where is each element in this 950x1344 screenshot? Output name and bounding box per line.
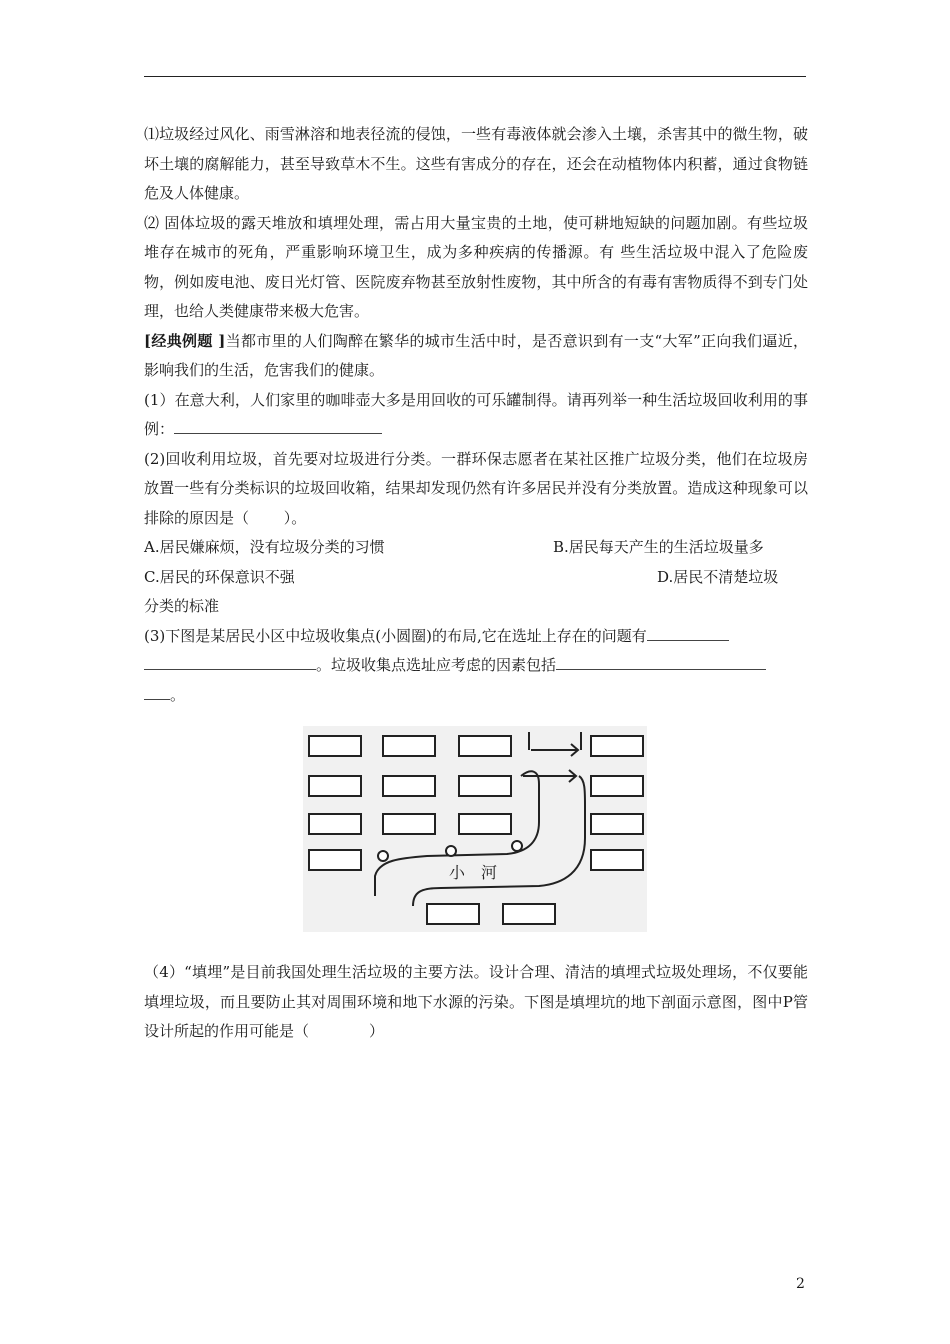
building-block xyxy=(459,736,511,756)
building-block xyxy=(309,814,361,834)
main-content xyxy=(144,120,808,710)
example-intro xyxy=(144,327,808,386)
option-a[interactable]: A.居民嫌麻烦，没有垃圾分类的习惯 xyxy=(144,538,385,556)
option-d[interactable]: D.居民不清楚垃圾 xyxy=(657,567,779,586)
community-layout-map xyxy=(303,726,647,932)
building-block xyxy=(459,814,511,834)
building-block xyxy=(503,904,555,924)
question-3-blank-1a[interactable] xyxy=(647,622,729,641)
option-d-continued: 分类的标准 xyxy=(144,597,220,615)
question-3-blank-2a[interactable] xyxy=(556,651,766,670)
building-block xyxy=(591,736,643,756)
question-3-blank-2b[interactable] xyxy=(144,681,170,700)
question-2-options-row-1 xyxy=(144,533,808,563)
page-number: 2 xyxy=(796,1276,805,1292)
building-block xyxy=(591,814,643,834)
question-3-text-end: 。 xyxy=(170,685,186,704)
building-block xyxy=(309,850,361,870)
building-block xyxy=(383,736,435,756)
building-block xyxy=(309,776,361,796)
building-block xyxy=(383,776,435,796)
question-3-text-b: 。垃圾收集点选址应考虑的因素包括 xyxy=(316,656,557,674)
option-c[interactable]: C.居民的环保意识不强 xyxy=(144,567,295,586)
garbage-collection-point xyxy=(446,846,456,856)
river-label: 小 河 xyxy=(449,863,498,882)
example-label: [经典例题 ] xyxy=(144,331,226,350)
question-3-text-a: (3)下图是某居民小区中垃圾收集点(小圆圈)的布局,它在选址上存在的问题有 xyxy=(144,626,647,645)
building-block xyxy=(591,850,643,870)
garbage-collection-point xyxy=(378,851,388,861)
question-3-line-1 xyxy=(144,622,808,652)
building-block xyxy=(427,904,479,924)
question-2-options-row-2 xyxy=(144,563,808,593)
building-block xyxy=(383,814,435,834)
building-block xyxy=(591,776,643,796)
option-b[interactable]: B.居民每天产生的生活垃圾量多 xyxy=(553,538,764,556)
header-rule xyxy=(144,76,806,77)
paragraph-land-occupation: ⑵ 固体垃圾的露天堆放和填埋处理，需占用大量宝贵的土地，使可耕地短缺的问题加剧。有些垃圾堆存在城市的死角，严重影响环境卫生，成为多种疾病的传播源。有 些生活垃圾中混入了危险废物，例如废电池、废日光灯管、医院废弃物甚至放射性废物，其中所含的有毒有害物质得不到专门处理，也给人类健康带来极大危害。 xyxy=(144,213,808,320)
question-1 xyxy=(144,386,808,445)
building-block xyxy=(459,776,511,796)
example-intro-text: 当都市里的人们陶醉在繁华的城市生活中时，是否意识到有一支“大军”正向我们逼近，影响我们的生活，危害我们的健康。 xyxy=(144,331,809,379)
question-2: (2)回收利用垃圾，首先要对垃圾进行分类。一群环保志愿者在某社区推广垃圾分类，他们在垃圾房放置一些有分类标识的垃圾回收箱，结果却发现仍然有许多居民并没有分类放置。造成这种现象可以排除的原因是（ ）。 xyxy=(144,449,808,527)
question-3-line-3 xyxy=(144,681,808,711)
question-1-text: (1）在意大利，人们家里的咖啡壶大多是用回收的可乐罐制得。请再列举一种生活垃圾回收利用的事例： xyxy=(144,390,808,438)
building-block xyxy=(309,736,361,756)
question-4-block xyxy=(144,958,808,1047)
question-4: （4）“填埋”是目前我国处理生活垃圾的主要方法。设计合理、清洁的填埋式垃圾处理场，不仅要能填埋垃圾，而且要防止其对周围环境和地下水源的污染。下图是填埋坑的地下剖面示意图，图中P管设计所起的作用可能是（ ） xyxy=(144,963,808,1040)
garbage-collection-point xyxy=(512,841,522,851)
question-3-line-2 xyxy=(144,651,808,681)
question-3-blank-1b[interactable] xyxy=(144,651,316,670)
paragraph-soil-pollution: ⑴垃圾经过风化、雨雪淋溶和地表径流的侵蚀，一些有毒液体就会渗入土壤，杀害其中的微生物，破坏土壤的腐解能力，甚至导致草木不生。这些有害成分的存在，还会在动植物体内积蓄，通过食物链危及人体健康。 xyxy=(144,125,808,202)
question-1-answer-blank[interactable] xyxy=(174,415,382,434)
